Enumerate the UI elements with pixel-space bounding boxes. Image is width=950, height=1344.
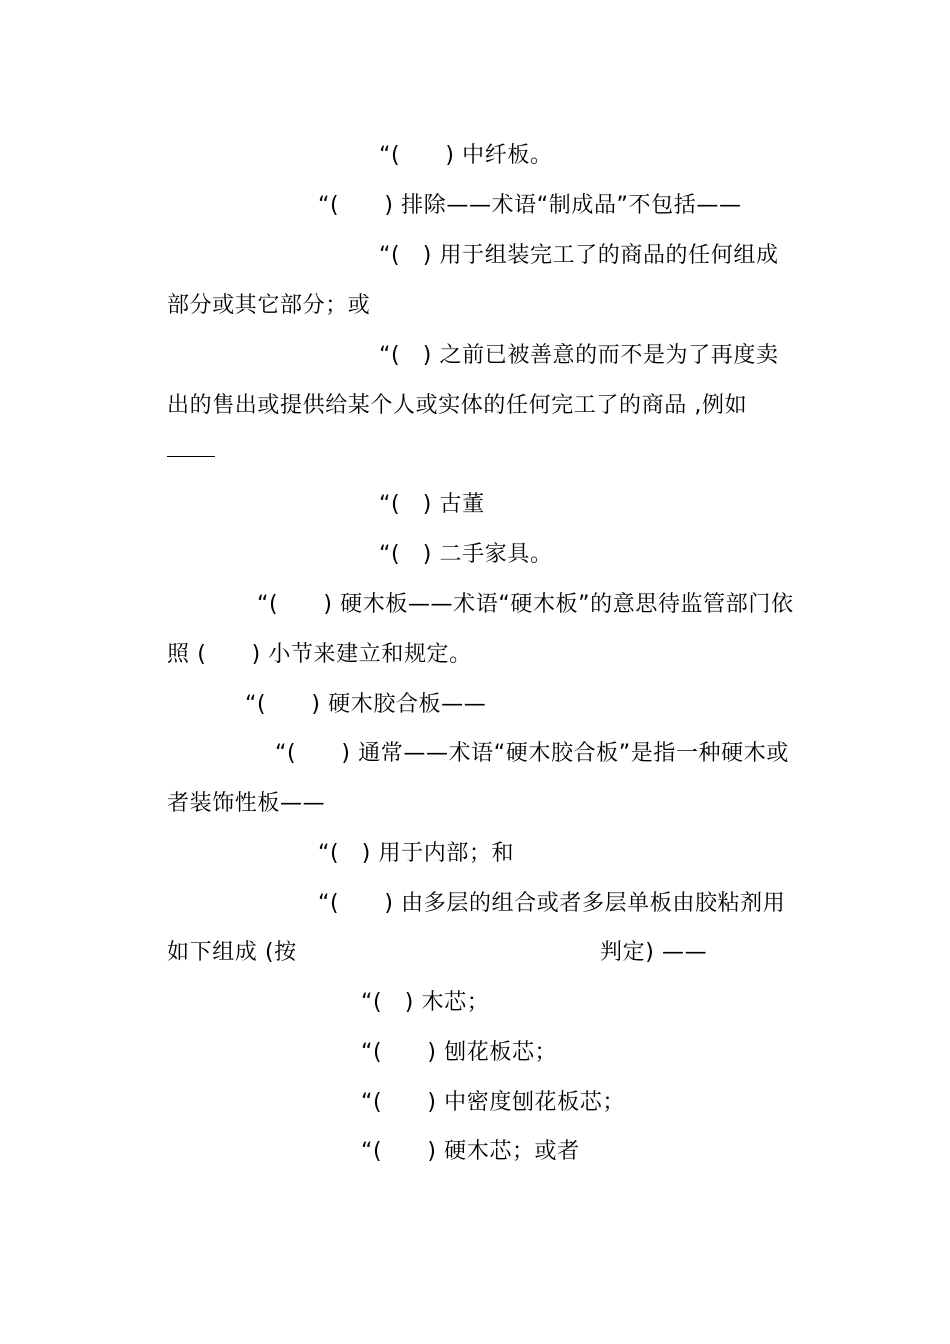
- text-line-17: 判定) ——: [600, 940, 708, 965]
- text-line-12: “( ) 通常——术语“硬木胶合板”是指一种硬木或: [275, 741, 789, 766]
- text-line-3: “( ) 用于组装完工了的商品的任何组成: [379, 243, 779, 268]
- text-line-13: 者装饰性板——: [167, 791, 326, 816]
- text-line-1: “( ) 中纤板。: [379, 143, 553, 168]
- text-line-6: 出的售出或提供给某个人或实体的任何完工了的商品 ,例如: [167, 393, 748, 418]
- text-line-9: “( ) 硬木板——术语“硬木板”的意思待监管部门依: [257, 592, 794, 617]
- text-line-15: “( ) 由多层的组合或者多层单板由胶粘剂用: [318, 891, 786, 916]
- text-line-4: 部分或其它部分；或: [167, 293, 371, 318]
- dash-rule: [167, 456, 215, 457]
- text-line-2: “( ) 排除——术语“制成品”不包括——: [318, 193, 742, 218]
- text-line-20: “( ) 中密度刨花板芯；: [361, 1090, 625, 1115]
- text-line-11: “( ) 硬木胶合板——: [245, 692, 487, 717]
- text-line-16: 如下组成 (按: [167, 940, 297, 965]
- text-line-19: “( ) 刨花板芯；: [361, 1040, 558, 1065]
- text-line-5: “( ) 之前已被善意的而不是为了再度卖: [379, 343, 779, 368]
- text-line-7: “( ) 古董: [379, 492, 485, 517]
- text-line-14: “( ) 用于内部；和: [318, 841, 515, 866]
- text-line-18: “( ) 木芯；: [361, 990, 490, 1015]
- text-line-21: “( ) 硬木芯；或者: [361, 1139, 580, 1164]
- text-line-10: 照 ( ) 小节来建立和规定。: [167, 642, 472, 667]
- text-line-8: “( ) 二手家具。: [379, 542, 553, 567]
